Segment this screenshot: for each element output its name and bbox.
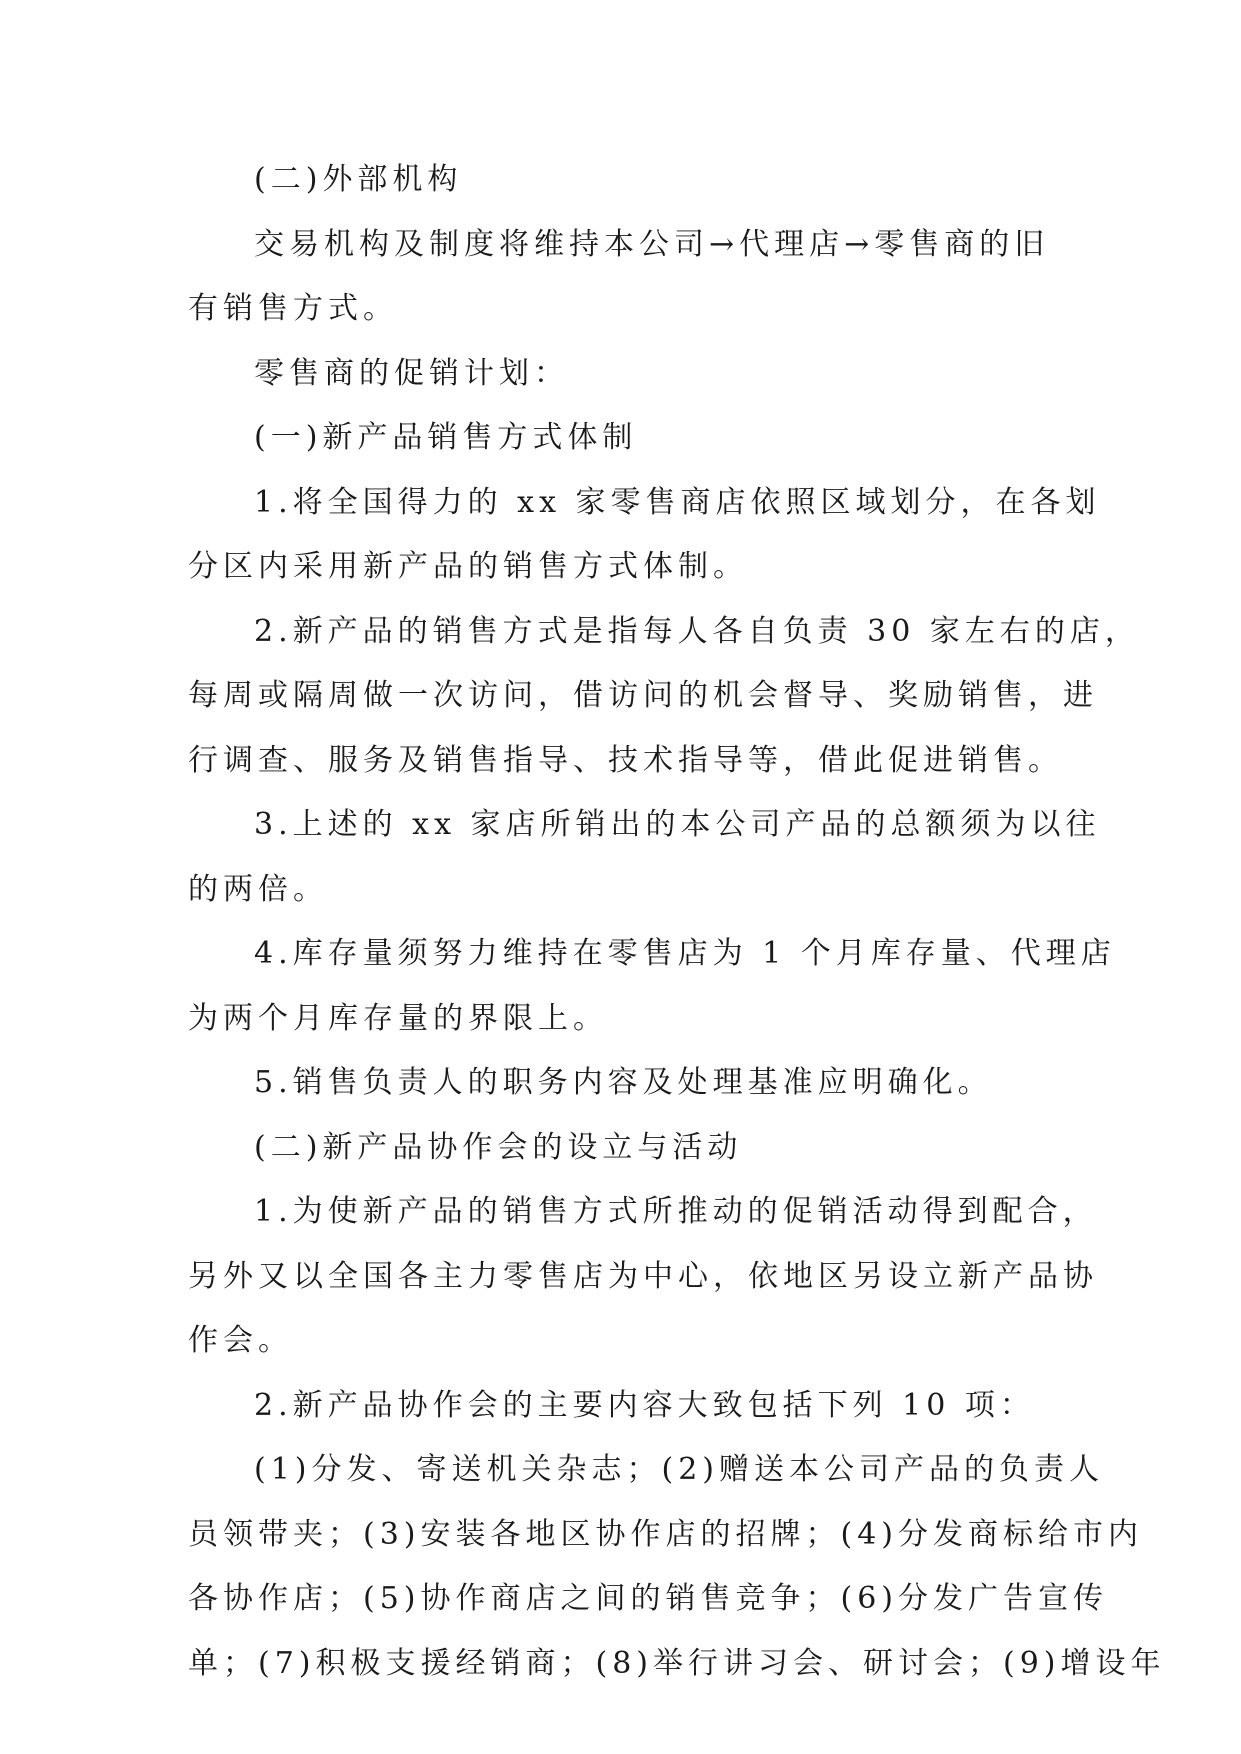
paragraph-association-item-2 [188,1374,1058,1439]
text-line: 1.将全国得力的 xx 家零售商店依照区域划分，在各划 [254,484,1101,520]
text-line: 交易机构及制度将维持本公司→代理店→零售商的旧 [254,226,1050,262]
text-line: 2.新产品协作会的主要内容大致包括下列 10 项： [254,1387,1035,1423]
text-line: (一)新产品销售方式体制 [254,420,638,455]
text-line: 3.上述的 xx 家店所销出的本公司产品的总额须为以往 [254,807,1101,842]
text-line: 员领带夹；(3)安装各地区协作店的招牌；(4)分发商标给市内 [188,1516,1143,1552]
text-line: 5.销售负责人的职务内容及处理基准应明确化。 [254,1065,993,1100]
paragraph-item-3 [188,793,1101,922]
paragraph-item-2 [188,600,1140,794]
paragraph-trade-structure [188,213,1058,342]
text-line: 另外又以全国各主力零售店为中心，依地区另设立新产品协 [188,1258,1098,1294]
paragraph-cooperation-association [188,1116,1058,1181]
text-line: 行调查、服务及销售指导、技术指导等，借此促进销售。 [188,742,1063,778]
text-line: 有销售方式。 [188,291,398,326]
document-body [188,148,1166,1696]
text-line: 每周或隔周做一次访问，借访问的机会督导、奖励销售，进 [188,678,1098,713]
paragraph-external-organization [188,148,1058,213]
text-line: (二)新产品协作会的设立与活动 [254,1129,743,1165]
text-line: 作会。 [188,1323,293,1358]
text-line: 2.新产品的销售方式是指每人各自负责 30 家左右的店， [254,613,1140,649]
text-line: 1.为使新产品的销售方式所推动的促销活动得到配合， [254,1194,1098,1229]
text-line: 的两倍。 [188,871,328,907]
paragraph-new-product-sales-system [188,406,1058,471]
paragraph-association-item-1 [188,1180,1098,1374]
paragraph-association-activities [188,1438,1166,1696]
text-line: 4.库存量须努力维持在零售店为 1 个月库存量、代理店 [254,936,1116,971]
text-line: 各协作店；(5)协作商店之间的销售竞争；(6)分发广告宣传 [188,1581,1108,1616]
text-line: 单；(7)积极支援经销商；(8)举行讲习会、研讨会；(9)增设年 [188,1645,1166,1681]
paragraph-retailer-promotion-plan [188,342,1058,407]
text-line: 零售商的促销计划： [254,355,569,391]
text-line: (1)分发、寄送机关杂志；(2)赠送本公司产品的负责人 [254,1452,1104,1487]
text-line: (二)外部机构 [254,162,463,197]
text-line: 为两个月库存量的界限上。 [188,1000,608,1036]
paragraph-item-4 [188,922,1116,1051]
paragraph-item-1 [188,471,1101,600]
text-line: 分区内采用新产品的销售方式体制。 [188,549,748,584]
paragraph-item-5 [188,1051,1058,1116]
